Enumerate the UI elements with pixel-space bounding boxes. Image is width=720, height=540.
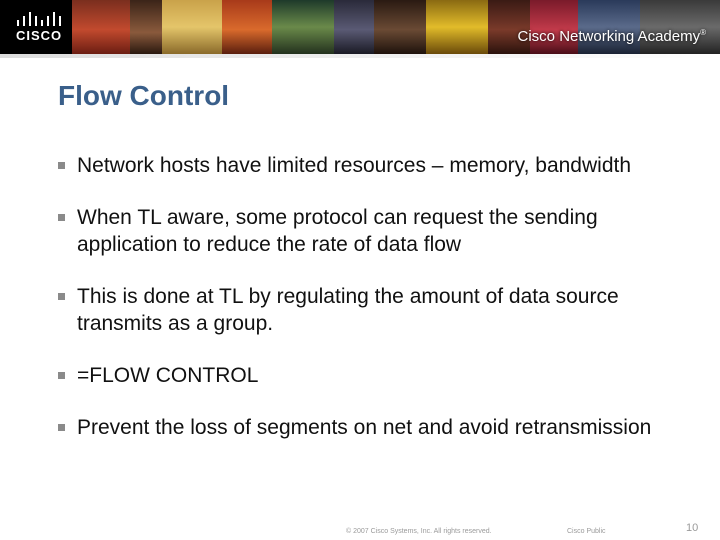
academy-title bbox=[518, 28, 706, 45]
square-bullet-icon bbox=[58, 372, 65, 379]
square-bullet-icon bbox=[58, 424, 65, 431]
bullet-item bbox=[58, 152, 668, 179]
bullet-item bbox=[58, 283, 668, 337]
slide-title: Flow Control bbox=[58, 80, 230, 111]
banner-photo bbox=[72, 0, 130, 54]
banner-photo bbox=[162, 0, 222, 54]
banner-photo bbox=[334, 0, 374, 54]
registered-mark: ® bbox=[700, 28, 706, 37]
banner-photo bbox=[222, 0, 272, 54]
footer-copyright: © 2007 Cisco Systems, Inc. All rights reserved. bbox=[346, 528, 492, 535]
bullet-text: Network hosts have limited resources – memory, bandwidth bbox=[77, 154, 632, 177]
square-bullet-icon bbox=[58, 293, 65, 300]
banner-photo bbox=[488, 0, 530, 54]
bullet-text: This is done at TL by regulating the amount of data source transmits as a group. bbox=[77, 285, 619, 335]
bullet-item bbox=[58, 414, 668, 441]
page-number: 10 bbox=[686, 522, 699, 534]
bullet-item bbox=[58, 362, 668, 389]
academy-text: Cisco Networking Academy bbox=[517, 28, 701, 45]
bullet-text: =FLOW CONTROL bbox=[77, 364, 259, 387]
bullet-text: When TL aware, some protocol can request the sending application to reduce the rate of data flow bbox=[77, 206, 598, 256]
cisco-wordmark: CISCO bbox=[16, 28, 63, 43]
banner-photo bbox=[578, 0, 640, 54]
banner-divider bbox=[0, 54, 720, 58]
square-bullet-icon bbox=[58, 214, 65, 221]
banner-photo bbox=[272, 0, 334, 54]
bullet-list bbox=[58, 152, 668, 466]
banner-photo bbox=[530, 0, 578, 54]
footer-classification: Cisco Public bbox=[567, 528, 606, 535]
banner-photo bbox=[374, 0, 426, 54]
header-banner bbox=[0, 0, 720, 54]
square-bullet-icon bbox=[58, 162, 65, 169]
bullet-item bbox=[58, 204, 668, 258]
banner-photo bbox=[426, 0, 488, 54]
cisco-logo bbox=[0, 0, 72, 54]
banner-photo bbox=[130, 0, 162, 54]
banner-photo bbox=[640, 0, 720, 54]
bullet-text: Prevent the loss of segments on net and avoid retransmission bbox=[77, 416, 652, 439]
cisco-bars-icon bbox=[16, 12, 64, 26]
